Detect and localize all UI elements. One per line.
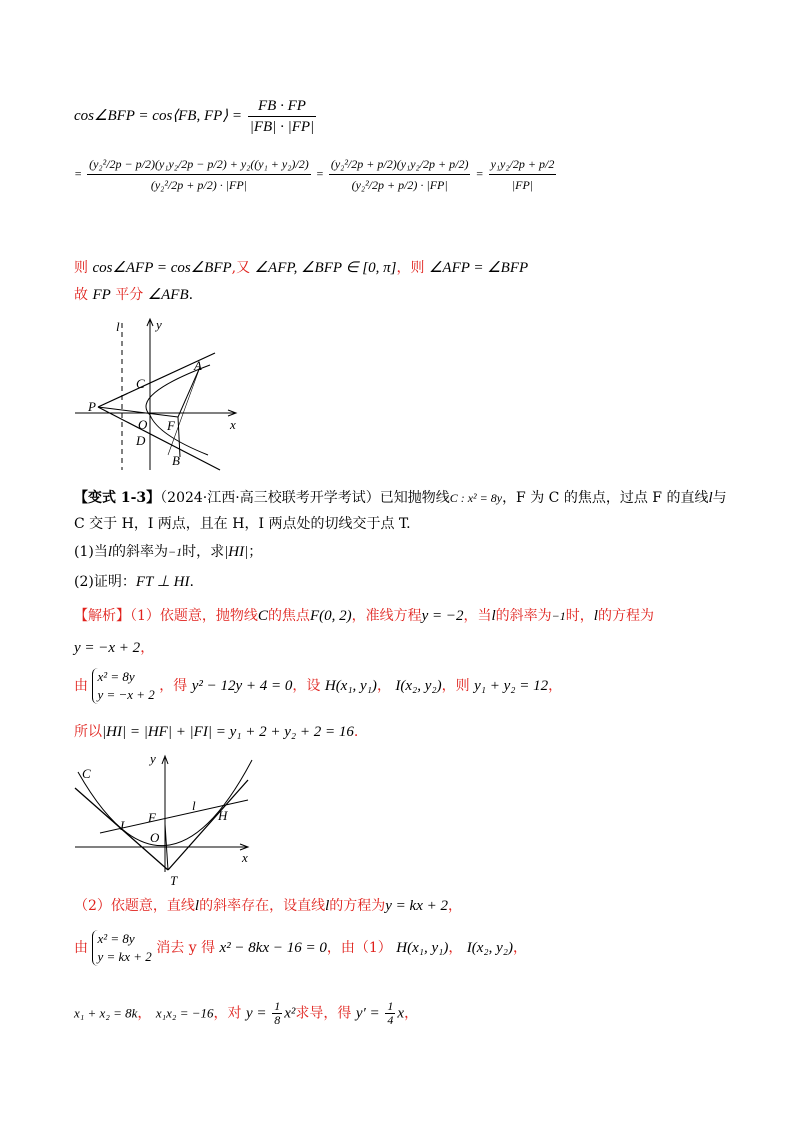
equation-expansion [74,154,558,195]
figure-parabola-tangents [70,315,250,475]
math: FP [92,287,111,303]
text: ， [140,640,155,656]
variant-tag: 【变式 1-3】 [74,490,161,506]
fraction-denominator: (y₂²/2p + p/2) · |FP| [351,178,448,192]
text: ， [448,940,463,956]
fraction-denominator: |FP| [511,178,534,192]
text: 所以 [74,724,102,740]
solution-line-3 [74,668,562,704]
math: l [325,898,330,914]
text: (2)证明： [74,574,136,590]
fraction-numerator: 1 [387,999,394,1013]
label-l: l [192,798,196,813]
equals-sign: = [315,166,324,181]
text: 故 [74,287,88,303]
math: l [708,490,713,506]
solution-tag: 【解析】 [74,608,130,624]
label-o: O [138,417,148,432]
text: ； [248,544,263,560]
text: 与 [712,490,727,506]
text: 平分 [115,287,144,303]
text: ，对 [213,1005,242,1022]
math: x₁ + x₂ = 8k [74,1005,138,1021]
math: x² = 8y [97,669,135,684]
math: y′ = [355,1005,384,1022]
solution-line-1 [74,606,654,626]
fraction-numerator: (y₂²/2p + p/2)(y₁y₂/2p + p/2) [329,154,471,175]
math: I(x₂, y₂) [466,940,514,956]
variant-line-2 [74,514,411,534]
label-f: F [148,810,156,825]
text: ， [404,1005,419,1022]
fraction-numerator: 1 [274,999,281,1013]
label-h: H [218,808,228,823]
text: 求导，得 [295,1005,352,1022]
part2-line-1 [74,896,462,916]
math: y = −x + 2 [97,687,155,702]
math: F(0, 2) [309,608,352,624]
text: ，设 [292,678,321,694]
text: (1)当 [74,544,108,560]
label-y: y [150,751,156,766]
label-c: C [136,376,145,391]
text: ， [548,678,563,694]
part2-line-3 [74,1000,418,1027]
fraction [87,154,311,195]
label-d: D [136,433,146,448]
fraction [329,154,471,195]
text: ，得 [159,678,188,694]
tangent-line-pb [98,407,220,470]
equals-sign: = [74,166,83,181]
tangent-at-h [168,780,248,870]
variant-line-1 [74,488,727,508]
math: y₁ + y₂ = 12 [474,678,549,694]
label-o: O [150,830,160,845]
math: ∠AFB [147,287,189,303]
math: l [107,544,113,560]
text: . [189,574,194,590]
label-l: l [116,319,120,334]
math: |HI| [224,544,249,560]
text: （1）依题意，抛物线 [130,608,258,624]
fraction-numerator: FB · FP [248,96,316,117]
label-x: x [242,850,248,865]
label-b: B [172,453,180,468]
label-i: I [120,818,125,833]
math: l [593,608,598,624]
parabola-curve [146,365,210,455]
text: 由 [74,940,88,956]
math: ∠AFP, ∠BFP ∈ [0, π] [254,260,397,276]
text: . [353,724,359,740]
fraction-denominator: |FB| · |FP| [249,119,315,135]
text: C 交于 H，I 两点，且在 H，I 两点处的切线交于点 T. [74,516,411,532]
label-t: T [170,873,178,888]
math: ∠AFP = ∠BFP [428,260,529,276]
text: ，当 [463,608,492,624]
question-2 [74,572,194,592]
fraction-denominator: (y₂²/2p + p/2) · |FP| [150,178,247,192]
math: x² = 8y [97,931,135,946]
math: −1 [168,545,183,559]
segment-ab [168,367,200,455]
math: l [491,608,496,624]
label-f: F [167,418,175,433]
math: H(x₁, y₁) [324,678,377,694]
math: y = −x + 2 [74,640,141,656]
solution-line-4 [74,722,358,742]
segment-fa [178,367,200,417]
math: x² − 8kx − 16 = 0 [219,940,327,956]
text: 的斜率为 [495,608,552,624]
text: ，则 [441,678,470,694]
text: 时，求 [182,544,225,560]
text: ，由（1） [326,940,392,956]
text: 由 [74,678,88,694]
text: . [188,287,194,303]
math: |HI| = |HF| + |FI| = y₁ + 2 + y₂ + 2 = 16 [102,724,354,740]
conclusion-line-1 [74,258,528,278]
fraction [272,1000,282,1027]
math: x₁x₂ = −16 [155,1005,214,1021]
math: y = [245,1005,271,1022]
text: 时， [565,608,594,624]
segment-pf [98,407,178,417]
label-c: C [82,766,91,781]
text: ,又 [231,260,251,276]
fraction [489,154,557,195]
math: C [257,608,268,624]
text: ， [376,678,391,694]
text: 的方程为 [329,898,386,914]
fraction-numerator: y₁y₂/2p + p/2 [489,154,557,175]
math: cos∠AFP = cos∠BFP [92,260,232,276]
solution-line-2 [74,638,154,658]
text: ，F 为 C 的焦点，过点 F 的直线 [502,490,709,506]
math: FT ⊥ HI [135,574,190,590]
label-y: y [156,317,162,332]
equals-sign: = [475,166,484,181]
math: C : x² = 8y [449,491,503,505]
fraction [248,96,316,137]
math: x² [284,1005,296,1022]
math: H(x₁, y₁) [396,940,449,956]
math: −1 [551,609,566,623]
label-x: x [230,417,236,432]
math: y = kx + 2 [97,949,152,964]
text: 的方程为 [597,608,654,624]
math: y = kx + 2 [385,898,448,914]
question-1 [74,542,262,562]
fraction-denominator: 4 [387,1013,394,1027]
label-a: A [194,358,202,373]
text: （2）依题意，直线 [74,898,195,914]
text: 则 [74,260,88,276]
fraction-denominator: 8 [274,1013,281,1027]
equation-system [92,930,151,966]
math: I(x₂, y₂) [395,678,442,694]
math: y = −2 [421,608,464,624]
text: 消去 y 得 [156,940,216,956]
text: ， [513,940,528,956]
text: （2024·江西·高三校联考开学考试）已知抛物线 [160,490,450,506]
part2-line-2 [74,930,527,966]
text: ， [447,898,462,914]
label-p: P [88,399,96,414]
text: ，则 [396,260,425,276]
fraction [385,1000,395,1027]
equation-cos-bfp [74,96,318,137]
math: l [194,898,200,914]
math: y² − 12y + 4 = 0 [191,678,293,694]
conclusion-line-2 [74,285,193,305]
math: x [397,1005,405,1022]
figure-parabola-chord [70,750,260,890]
equation-lhs: cos∠BFP = cos⟨FB, FP⟩ = [74,107,243,124]
text: 的焦点 [267,608,310,624]
text: ，准线方程 [351,608,422,624]
text: ， [137,1005,152,1022]
text: 的斜率为 [112,544,169,560]
equation-system [92,668,154,704]
fraction-numerator: (y₂²/2p − p/2)(y₁y₂/2p − p/2) + y₂((y₁ + y₂)/2) [87,154,311,175]
text: 的斜率存在，设直线 [199,898,326,914]
